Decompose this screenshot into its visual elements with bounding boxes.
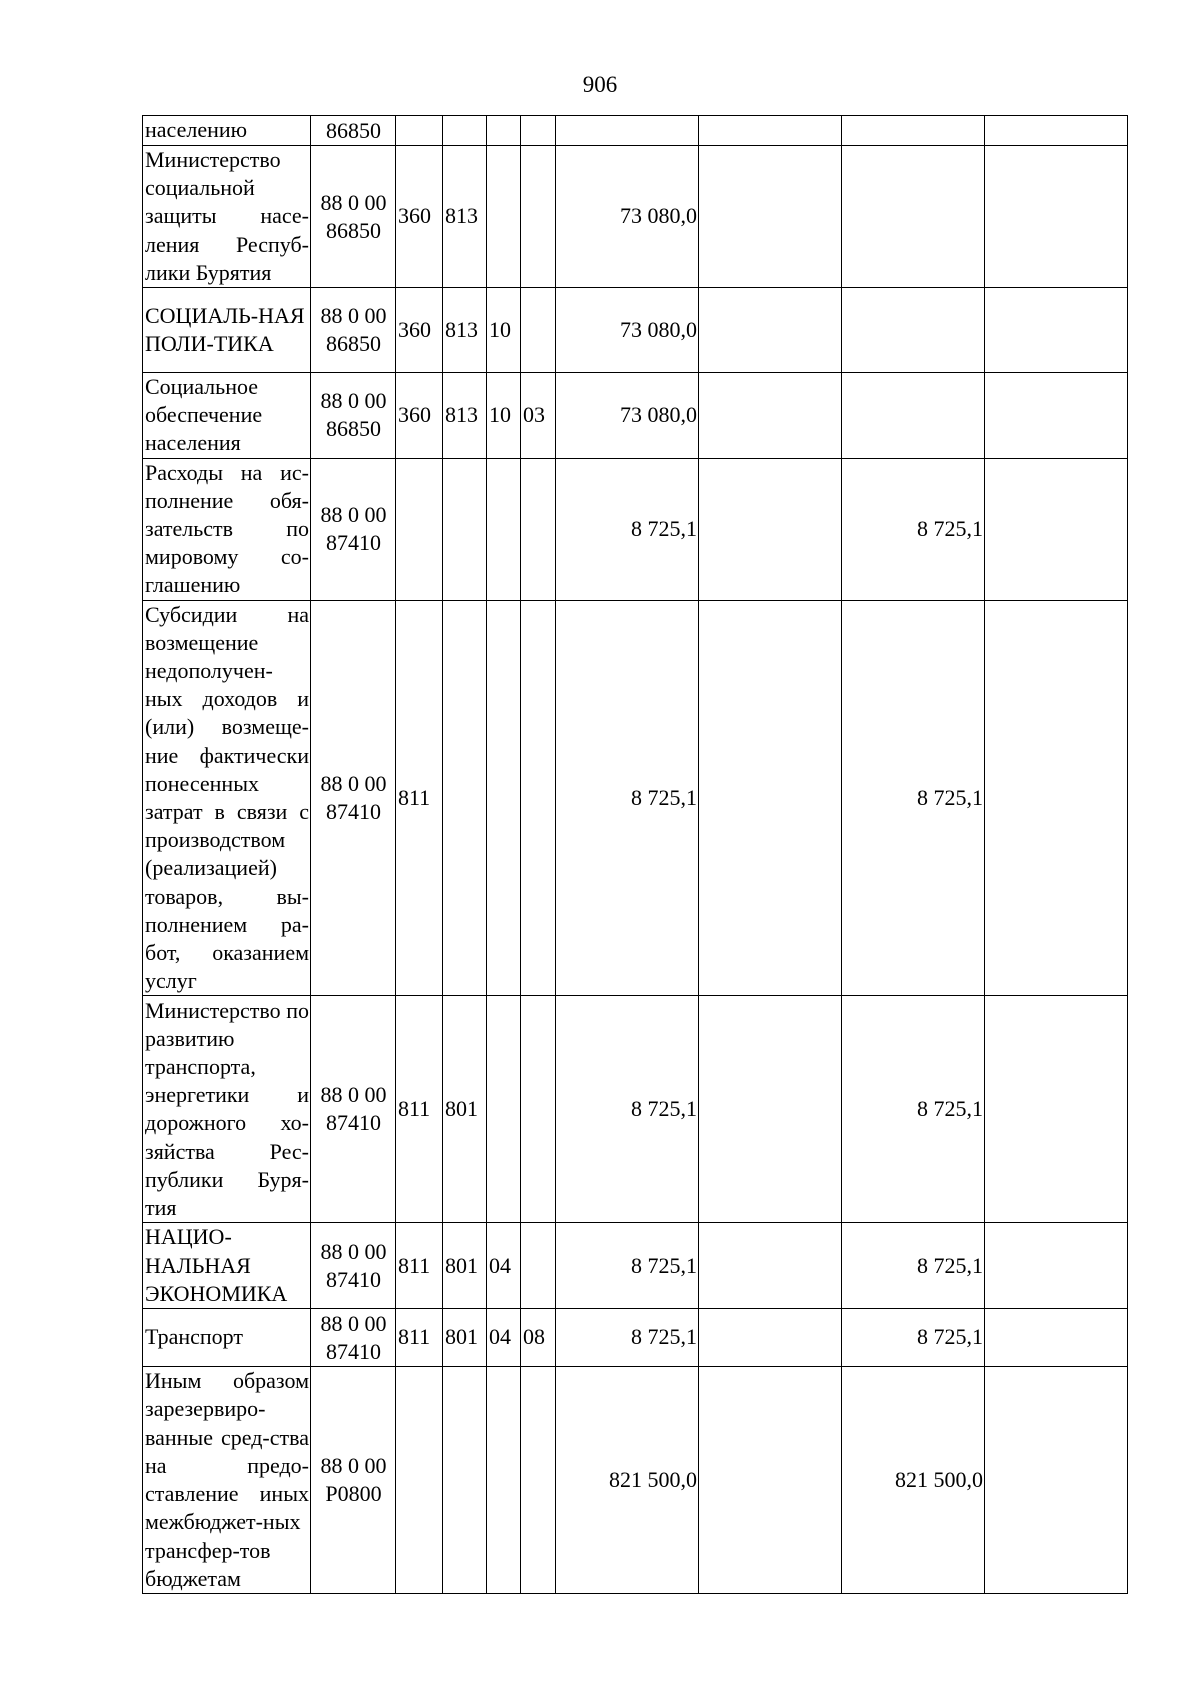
table-row [143, 116, 1128, 146]
row-name: Министерство социальной защиты насе-ления Респуб-лики Бурятия [143, 146, 311, 288]
row-name: НАЦИО-НАЛЬНАЯ ЭКОНОМИКА [143, 1223, 311, 1309]
table-row [143, 146, 1128, 288]
row-target-code: 86850 [311, 116, 396, 146]
row-sum-3 [842, 116, 985, 146]
row-sum-4 [985, 116, 1128, 146]
row-target-code: 88 0 00 87410 [311, 1223, 396, 1309]
row-code-2: 801 [443, 1223, 487, 1309]
row-code-4 [521, 600, 556, 996]
row-sum-1: 73 080,0 [556, 373, 699, 459]
row-sum-3 [842, 146, 985, 288]
table-row [143, 458, 1128, 600]
row-sum-3: 821 500,0 [842, 1367, 985, 1594]
row-sum-1: 8 725,1 [556, 1223, 699, 1309]
table-row [143, 373, 1128, 459]
row-sum-1: 73 080,0 [556, 288, 699, 373]
row-sum-4 [985, 458, 1128, 600]
row-sum-2 [699, 146, 842, 288]
row-sum-2 [699, 458, 842, 600]
row-code-4 [521, 1367, 556, 1594]
table-row [143, 1367, 1128, 1594]
row-code-2 [443, 600, 487, 996]
row-sum-1: 73 080,0 [556, 146, 699, 288]
row-sum-3: 8 725,1 [842, 996, 985, 1223]
row-target-code: 88 0 00 86850 [311, 288, 396, 373]
row-code-3: 10 [487, 373, 521, 459]
row-code-3: 04 [487, 1309, 521, 1367]
row-sum-4 [985, 1367, 1128, 1594]
row-name: Транспорт [143, 1309, 311, 1367]
row-name: Министерство по развитию транспорта, энергетики и дорожного хо-зяйства Рес-публики Буря-тия [143, 996, 311, 1223]
row-sum-1: 8 725,1 [556, 458, 699, 600]
row-sum-4 [985, 600, 1128, 996]
row-sum-4 [985, 996, 1128, 1223]
row-sum-1: 8 725,1 [556, 600, 699, 996]
row-target-code: 88 0 00 87410 [311, 996, 396, 1223]
row-sum-3 [842, 288, 985, 373]
row-code-4 [521, 996, 556, 1223]
row-code-4 [521, 288, 556, 373]
table-row [143, 996, 1128, 1223]
row-code-3 [487, 116, 521, 146]
row-name: СОЦИАЛЬ-НАЯ ПОЛИ-ТИКА [143, 288, 311, 373]
row-sum-2 [699, 288, 842, 373]
row-sum-1: 8 725,1 [556, 1309, 699, 1367]
row-code-2 [443, 458, 487, 600]
row-sum-4 [985, 1309, 1128, 1367]
row-sum-3 [842, 373, 985, 459]
row-code-2 [443, 116, 487, 146]
row-sum-3: 8 725,1 [842, 1223, 985, 1309]
row-code-3: 04 [487, 1223, 521, 1309]
row-code-2: 813 [443, 373, 487, 459]
row-code-1 [396, 458, 443, 600]
table-row [143, 288, 1128, 373]
row-code-3 [487, 1367, 521, 1594]
row-code-1: 360 [396, 288, 443, 373]
row-sum-2 [699, 1223, 842, 1309]
row-sum-1: 821 500,0 [556, 1367, 699, 1594]
row-name: Иным образом зарезервиро-ванные сред-ства на предо-ставление иных межбюджет-ных трансфер-тов бюджетам [143, 1367, 311, 1594]
row-code-3: 10 [487, 288, 521, 373]
row-name: населению [143, 116, 311, 146]
row-sum-2 [699, 1309, 842, 1367]
budget-table [142, 115, 1128, 1594]
row-code-2: 813 [443, 288, 487, 373]
row-code-4: 03 [521, 373, 556, 459]
row-target-code: 88 0 00 86850 [311, 146, 396, 288]
row-target-code: 88 0 00 87410 [311, 1309, 396, 1367]
row-code-3 [487, 458, 521, 600]
row-sum-4 [985, 373, 1128, 459]
table-row [143, 1223, 1128, 1309]
row-target-code: 88 0 00 87410 [311, 600, 396, 996]
row-sum-3: 8 725,1 [842, 458, 985, 600]
table-row [143, 1309, 1128, 1367]
page-number: 906 [582, 72, 618, 97]
row-sum-4 [985, 1223, 1128, 1309]
row-sum-4 [985, 288, 1128, 373]
row-code-2: 801 [443, 996, 487, 1223]
row-sum-2 [699, 600, 842, 996]
row-code-3 [487, 600, 521, 996]
row-code-1: 360 [396, 146, 443, 288]
row-code-1 [396, 1367, 443, 1594]
row-code-3 [487, 996, 521, 1223]
row-code-3 [487, 146, 521, 288]
table-row [143, 600, 1128, 996]
row-code-4 [521, 116, 556, 146]
row-code-2 [443, 1367, 487, 1594]
row-code-4 [521, 458, 556, 600]
row-code-1: 811 [396, 1309, 443, 1367]
row-sum-2 [699, 116, 842, 146]
row-target-code: 88 0 00 87410 [311, 458, 396, 600]
row-code-1: 360 [396, 373, 443, 459]
row-code-2: 813 [443, 146, 487, 288]
row-sum-2 [699, 1367, 842, 1594]
row-target-code: 88 0 00 P0800 [311, 1367, 396, 1594]
row-code-4 [521, 1223, 556, 1309]
row-name: Социальное обеспечение населения [143, 373, 311, 459]
row-sum-2 [699, 996, 842, 1223]
row-sum-3: 8 725,1 [842, 1309, 985, 1367]
row-code-4 [521, 146, 556, 288]
row-code-1: 811 [396, 996, 443, 1223]
row-sum-2 [699, 373, 842, 459]
row-sum-1 [556, 116, 699, 146]
row-name: Расходы на ис-полнение обя-зательств по мировому со-глашению [143, 458, 311, 600]
row-code-4: 08 [521, 1309, 556, 1367]
row-code-2: 801 [443, 1309, 487, 1367]
row-name: Субсидии на возмещение недополучен-ных доходов и (или) возмеще-ние фактически понесенных затрат в связи с производством (реализацией) товаров, вы-полнением ра-бот, оказанием услуг [143, 600, 311, 996]
row-sum-4 [985, 146, 1128, 288]
row-code-1 [396, 116, 443, 146]
row-sum-1: 8 725,1 [556, 996, 699, 1223]
row-code-1: 811 [396, 600, 443, 996]
row-target-code: 88 0 00 86850 [311, 373, 396, 459]
row-code-1: 811 [396, 1223, 443, 1309]
row-sum-3: 8 725,1 [842, 600, 985, 996]
